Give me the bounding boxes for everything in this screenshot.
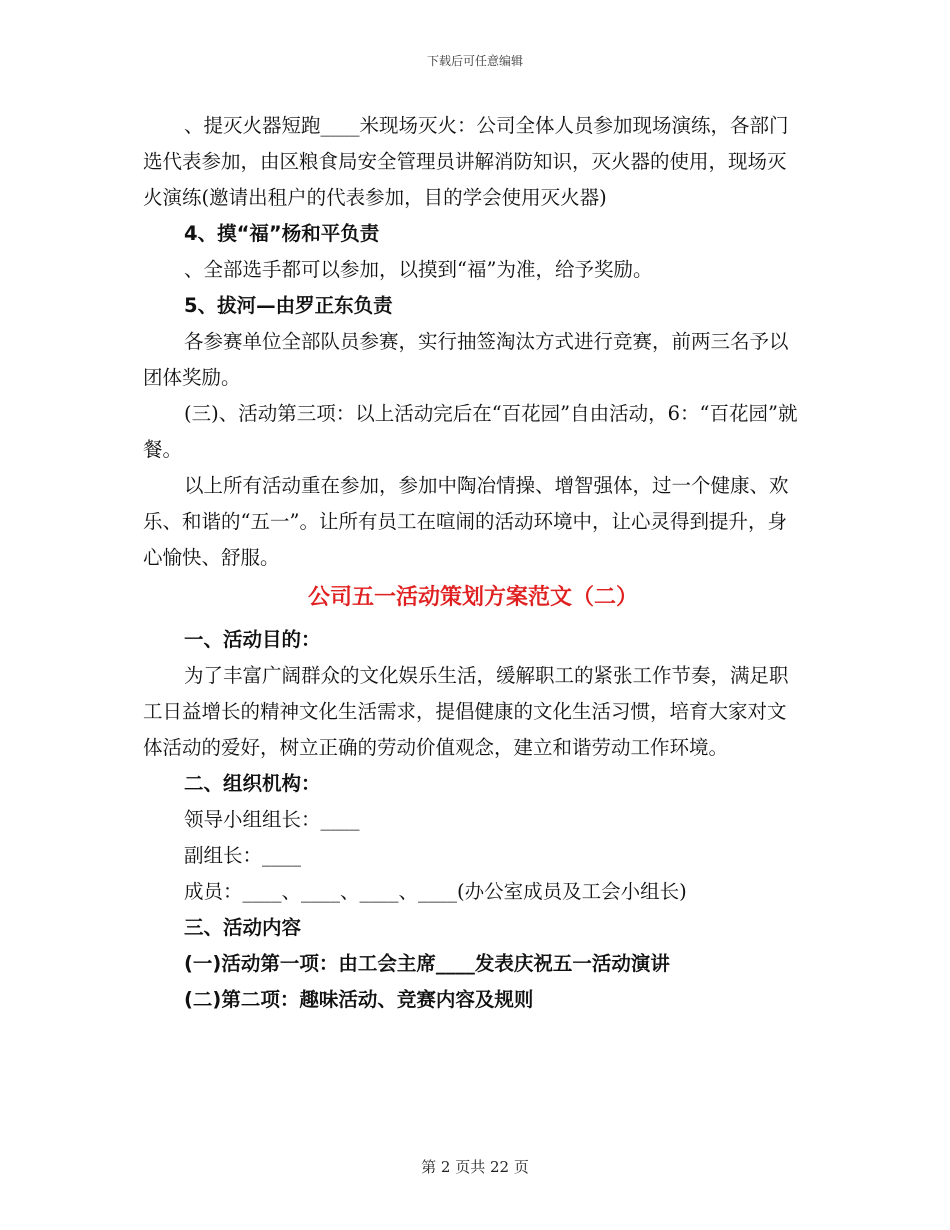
heading-content: 三、活动内容 [184, 916, 302, 939]
paragraph-touch-fu-rule: 、全部选手都可以参加，以摸到“福”为准，给予奖励。 [184, 258, 653, 281]
heading-touch-fu: 4、摸“福”杨和平负责 [184, 222, 380, 245]
line-team-leader: 领导小组组长：____ [184, 808, 360, 831]
heading-activity-one: (一)活动第一项：由工会主席____发表庆祝五一活动演讲 [184, 952, 670, 975]
page-header: 下载后可任意编辑 [426, 54, 523, 68]
paragraph-fire-extinguisher: 、提灭火器短跑____米现场灭火：公司全体人员参加现场演练，各部门选代表参加，由区粮食局安全管理员讲解消防知识，灭火器的使用，现场灭火演练(邀请出租户的代表参加，目的学会使用灭火器) [143, 114, 789, 209]
paragraph-summary: 以上所有活动重在参加，参加中陶冶情操、增智强体，过一个健康、欢乐、和谐的“五一”。让所有员工在喧闹的活动环境中，让心灵得到提升，身心愉快、舒服。 [143, 474, 789, 569]
heading-activity-two: (二)第二项：趣味活动、竞赛内容及规则 [184, 988, 534, 1011]
paragraph-activity-three: (三)、活动第三项：以上活动完后在“百花园”自由活动，6：“百花园”就餐。 [143, 402, 798, 461]
paragraph-purpose: 为了丰富广阔群众的文化娱乐生活，缓解职工的紧张工作节奏，满足职工日益增长的精神文化生活需求，提倡健康的文化生活习惯，培育大家对文体活动的爱好，树立正确的劳动价值观念，建立和谐劳动工作环境。 [143, 664, 789, 759]
heading-tug-of-war: 5、拔河—由罗正东负责 [184, 294, 393, 317]
heading-purpose: 一、活动目的： [184, 628, 321, 651]
document-body [143, 108, 803, 1018]
heading-organization: 二、组织机构： [184, 772, 321, 795]
page-footer: 第 2 页共 22 页 [421, 1158, 529, 1176]
line-deputy-leader: 副组长：____ [184, 844, 302, 867]
section-title: 公司五一活动策划方案范文（二） [307, 585, 638, 610]
line-members: 成员：____、____、____、____(办公室成员及工会小组长) [184, 880, 687, 903]
paragraph-tug-of-war-rule: 各参赛单位全部队员参赛，实行抽签淘汰方式进行竞赛，前两三名予以团体奖励。 [143, 330, 789, 389]
